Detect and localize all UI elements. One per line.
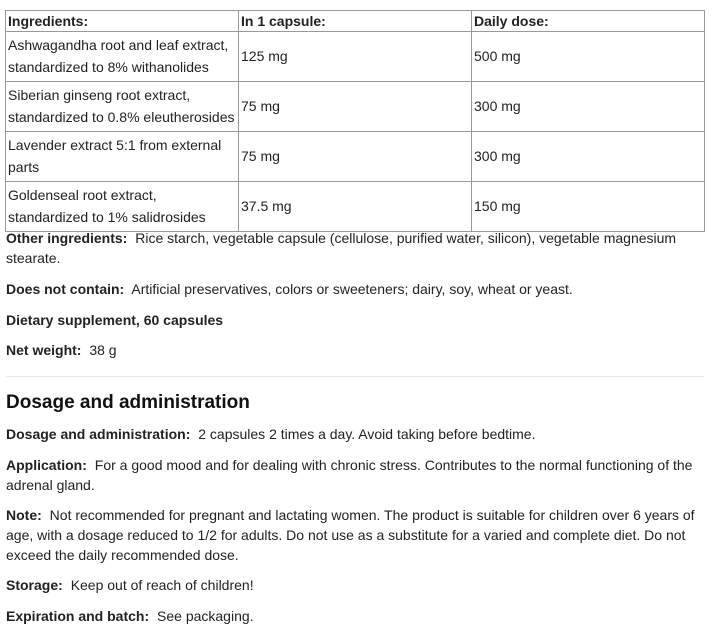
ingredient-name: Ashwagandha root and leaf extract, standardized to 8% withanolides [6, 32, 239, 82]
application-label: Application: [6, 457, 87, 473]
dosage-text: 2 capsules 2 times a day. Avoid taking before bedtime. [198, 426, 536, 442]
application [6, 455, 706, 495]
storage [6, 575, 706, 595]
ingredient-name: Goldenseal root extract, standardized to 1% salidrosides [6, 182, 239, 232]
header-daily-dose: Daily dose: [472, 11, 705, 32]
ingredients-table [5, 10, 705, 232]
section-divider [6, 376, 704, 377]
daily-amount: 500 mg [472, 32, 705, 82]
other-ingredients-text: Rice starch, vegetable capsule (cellulose, purified water, silicon), vegetable magnesium stearate. [6, 230, 677, 266]
dosage-label: Dosage and administration: [6, 426, 191, 442]
application-text: For a good mood and for dealing with chronic stress. Contributes to the normal functioning of the adrenal gland. [6, 457, 693, 493]
table-row [6, 32, 705, 82]
dosage-section-title: Dosage and administration [6, 392, 250, 413]
table-row [6, 82, 705, 132]
storage-text: Keep out of reach of children! [70, 577, 254, 593]
expiration-text: See packaging. [157, 608, 254, 624]
note-text: Not recommended for pregnant and lactating women. The product is suitable for children over 6 years of age, with a dosage reduced to 1/2 for adults. Do not use as a substitute for a varied and complete diet. Do not exceed the daily recommended dose. [6, 507, 695, 563]
table-row [6, 132, 705, 182]
capsule-amount: 75 mg [239, 82, 472, 132]
expiration-label: Expiration and batch: [6, 608, 150, 624]
supplement-type [6, 310, 706, 330]
daily-amount: 300 mg [472, 82, 705, 132]
does-not-contain-text: Artificial preservatives, colors or sweeteners; dairy, soy, wheat or yeast. [131, 281, 573, 297]
other-ingredients [6, 228, 706, 268]
daily-amount: 300 mg [472, 132, 705, 182]
storage-label: Storage: [6, 577, 63, 593]
net-weight-label: Net weight: [6, 342, 82, 358]
table-row [6, 182, 705, 232]
capsule-amount: 75 mg [239, 132, 472, 182]
dosage-administration [6, 424, 706, 444]
header-in-1-capsule: In 1 capsule: [239, 11, 472, 32]
capsule-amount: 125 mg [239, 32, 472, 82]
net-weight [6, 340, 706, 360]
other-ingredients-label: Other ingredients: [6, 230, 128, 246]
header-ingredients: Ingredients: [6, 11, 239, 32]
expiration-batch [6, 606, 706, 626]
supplement-type-text: Dietary supplement, 60 capsules [6, 312, 224, 328]
ingredient-name: Siberian ginseng root extract, standardized to 0.8% eleutherosides [6, 82, 239, 132]
ingredient-name: Lavender extract 5:1 from external parts [6, 132, 239, 182]
daily-amount: 150 mg [472, 182, 705, 232]
does-not-contain [6, 279, 706, 299]
capsule-amount: 37.5 mg [239, 182, 472, 232]
net-weight-text: 38 g [89, 342, 117, 358]
note [6, 505, 706, 565]
table-header-row [6, 11, 705, 32]
does-not-contain-label: Does not contain: [6, 281, 125, 297]
note-label: Note: [6, 507, 42, 523]
